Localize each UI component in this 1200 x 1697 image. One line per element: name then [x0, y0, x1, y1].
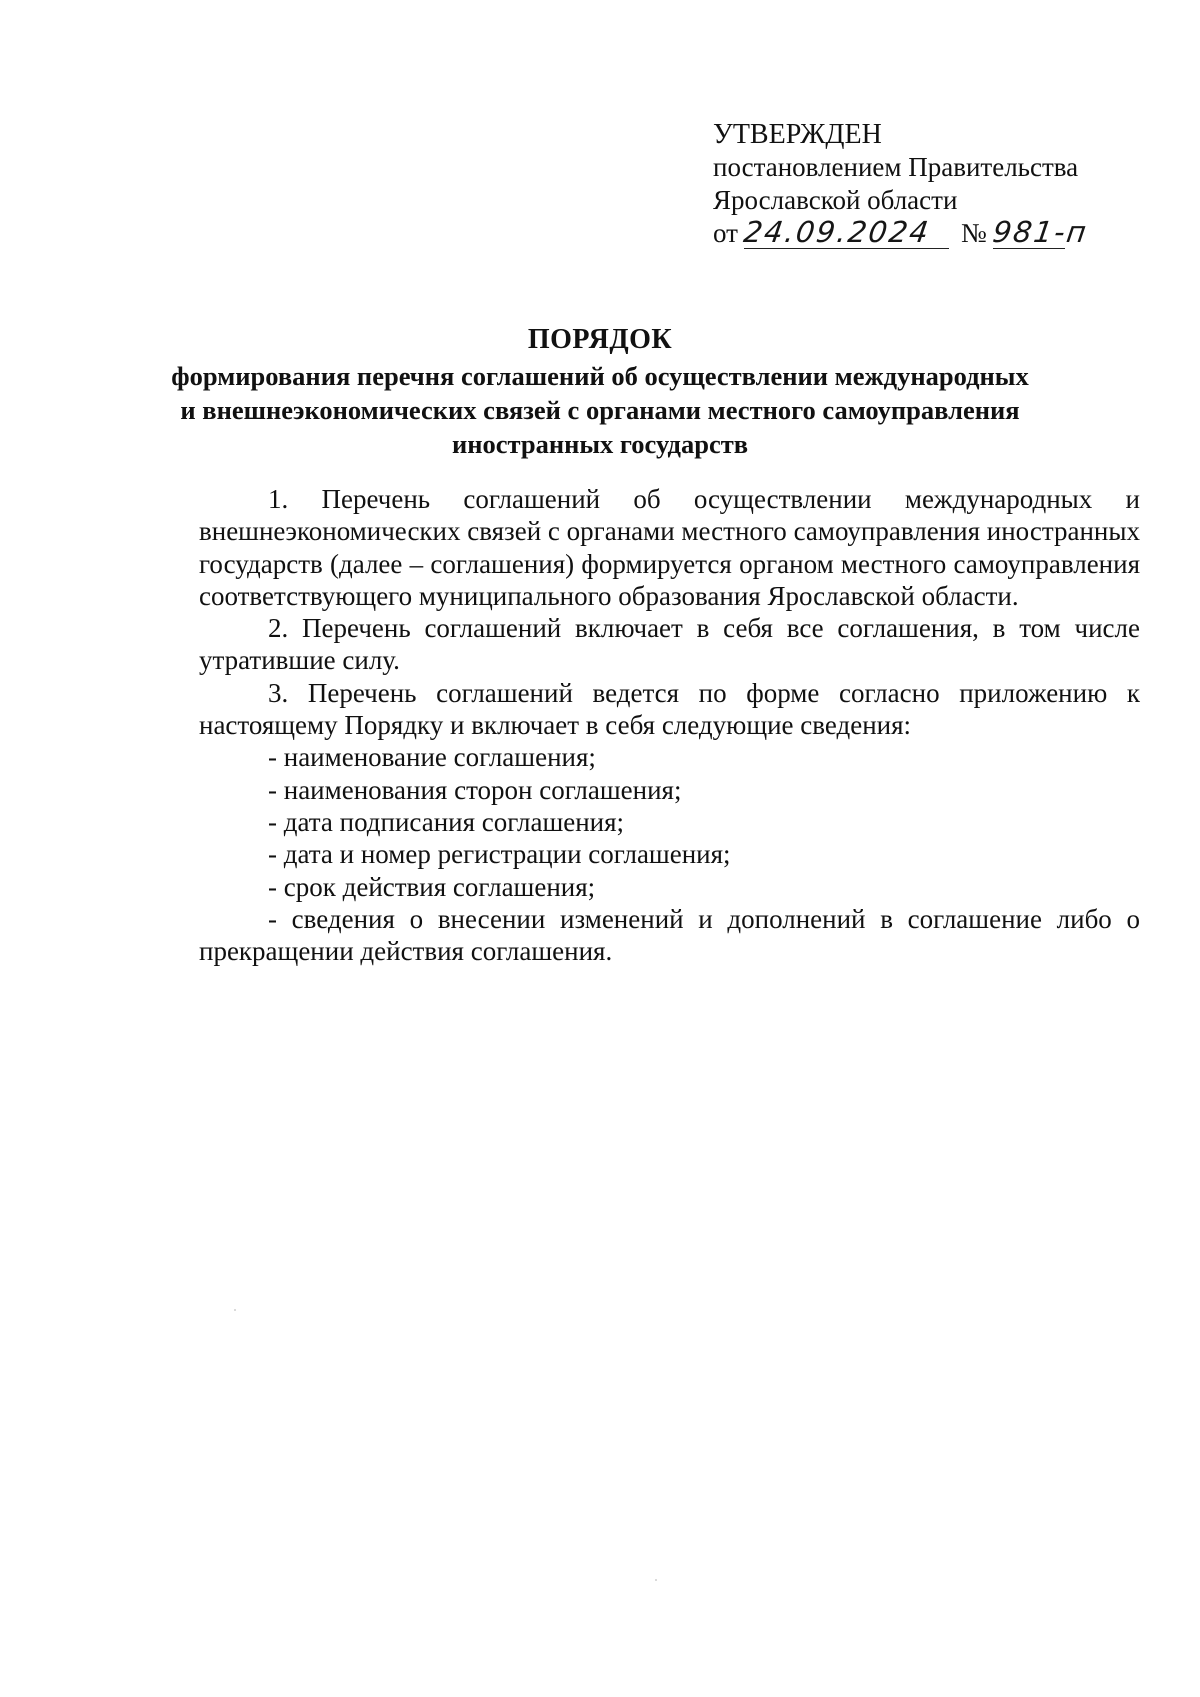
handwritten-date: 24.09.2024 — [741, 215, 933, 249]
number-field — [990, 215, 1090, 249]
scan-speck — [234, 1309, 236, 1311]
paragraph-3: 3. Перечень соглашений ведется по форме согласно приложению к настоящему Порядку и включает в себя следующие сведения: — [199, 677, 1140, 741]
document-title-block — [160, 322, 1040, 460]
number-sign: № — [960, 218, 987, 248]
approval-stamp — [713, 118, 1153, 250]
approval-date-number-row — [713, 217, 1153, 250]
document-subtitle-line-2: и внешнеэкономических связей с органами местного самоуправления — [180, 395, 1020, 425]
list-item-parties: - наименования сторон соглашения; — [268, 774, 682, 805]
list-item-registration: - дата и номер регистрации соглашения; — [268, 839, 731, 870]
document-subtitle-line-1: формирования перечня соглашений об осуществлении международных — [171, 361, 1029, 391]
date-field — [741, 215, 949, 249]
document-title: ПОРЯДОК — [527, 324, 673, 355]
list-item-signing-date: - дата подписания соглашения; — [268, 806, 625, 837]
approval-heading: УТВЕРЖДЕН — [713, 119, 882, 150]
list-item-validity: - срок действия соглашения; — [268, 871, 596, 902]
handwritten-number: 981-п — [990, 215, 1090, 249]
document-subtitle-line-3: иностранных государств — [451, 429, 749, 459]
approval-line-region: Ярославской области — [713, 185, 958, 215]
date-prefix: от — [713, 218, 738, 248]
paragraph-1: 1. Перечень соглашений об осуществлении международных и внешнеэкономических связей с органами местного самоуправления иностранных государств (далее – соглашения) формируется органом местного самоуправления соответствующего муниципального образования Ярославской области. — [199, 484, 1140, 611]
approval-line-decree: постановлением Правительства — [713, 152, 1079, 182]
list-item-amendments: - сведения о внесении изменений и дополнений в соглашение либо о прекращении действия соглашения. — [199, 903, 1140, 967]
document-body — [199, 483, 1140, 967]
list-item-name: - наименование соглашения; — [268, 742, 596, 773]
scan-speck — [655, 1579, 657, 1581]
paragraph-2: 2. Перечень соглашений включает в себя все соглашения, в том числе утратившие силу. — [199, 613, 1140, 676]
